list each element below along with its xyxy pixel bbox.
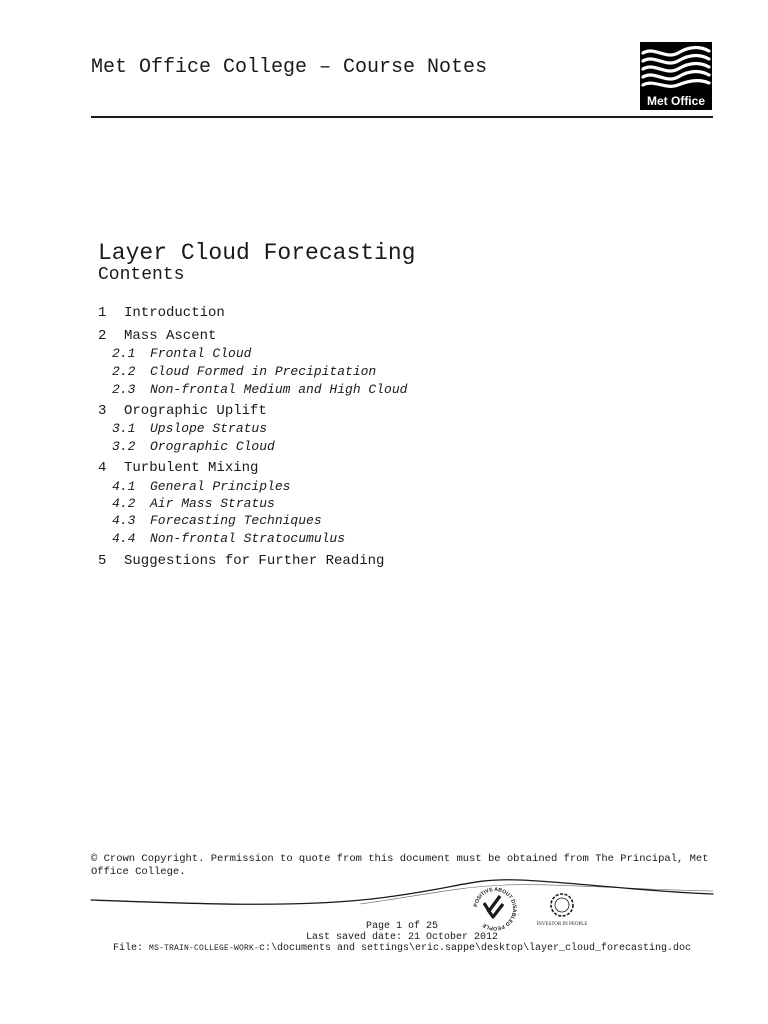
toc-title: Cloud Formed in Precipitation bbox=[150, 364, 377, 379]
met-office-logo bbox=[640, 42, 712, 110]
footer-wave-line bbox=[91, 880, 713, 905]
document-title: Layer Cloud Forecasting bbox=[98, 240, 416, 266]
toc-title: Non-frontal Stratocumulus bbox=[150, 531, 346, 546]
toc-number: 4.1 bbox=[112, 479, 136, 494]
toc-title: Orographic Uplift bbox=[124, 403, 267, 419]
toc-number: 2.1 bbox=[112, 346, 136, 361]
file-path: c:\documents and settings\eric.sappe\desktop\layer_cloud_forecasting.doc bbox=[258, 943, 692, 954]
toc-title: Mass Ascent bbox=[124, 328, 217, 344]
toc-number: 3.2 bbox=[112, 439, 136, 454]
toc-title: Air Mass Stratus bbox=[150, 496, 275, 511]
toc-number: 3.1 bbox=[112, 421, 136, 436]
page-number: Page 1 of 25 bbox=[365, 921, 438, 932]
toc-title: Orographic Cloud bbox=[150, 439, 275, 454]
toc-title: Forecasting Techniques bbox=[150, 513, 322, 528]
toc-number: 4.2 bbox=[112, 496, 136, 511]
toc-number: 4.3 bbox=[112, 513, 136, 528]
toc-number: 4.4 bbox=[112, 531, 136, 546]
badge-investor-text: INVESTOR IN PEOPLE bbox=[536, 922, 588, 927]
toc-number: 2 bbox=[98, 328, 107, 344]
last-saved-date: Last saved date: 21 October 2012 bbox=[305, 932, 499, 943]
contents-heading: Contents bbox=[98, 265, 185, 285]
logo-text: Met Office bbox=[646, 94, 706, 108]
copyright-notice: © Crown Copyright. Permission to quote from this document must be obtained from The Principal, Met Office College. bbox=[91, 853, 709, 878]
toc-number: 2.3 bbox=[112, 382, 136, 397]
toc-number: 2.2 bbox=[112, 364, 136, 379]
toc-title: Suggestions for Further Reading bbox=[124, 553, 385, 569]
toc-number: 1 bbox=[98, 305, 107, 321]
toc-title: Introduction bbox=[124, 305, 225, 321]
badge-disabled-text: POSITIVE ABOUT DISABLED PEOPLE bbox=[473, 886, 518, 932]
header-title: Met Office College – Course Notes bbox=[91, 56, 488, 79]
file-path-line bbox=[91, 943, 713, 954]
toc-number: 3 bbox=[98, 403, 107, 419]
toc-title: General Principles bbox=[150, 479, 291, 494]
toc-number: 4 bbox=[98, 460, 107, 476]
toc-title: Turbulent Mixing bbox=[124, 460, 259, 476]
toc-title: Upslope Stratus bbox=[150, 421, 268, 436]
toc-number: 5 bbox=[98, 553, 107, 569]
header-rule bbox=[91, 116, 713, 118]
toc-title: Non-frontal Medium and High Cloud bbox=[150, 382, 408, 397]
file-label: File: bbox=[112, 943, 143, 954]
toc-title: Frontal Cloud bbox=[150, 346, 252, 361]
footer-wave-line bbox=[360, 885, 713, 904]
file-prefix: MS-TRAIN-COLLEGE-WORK- bbox=[148, 944, 259, 953]
